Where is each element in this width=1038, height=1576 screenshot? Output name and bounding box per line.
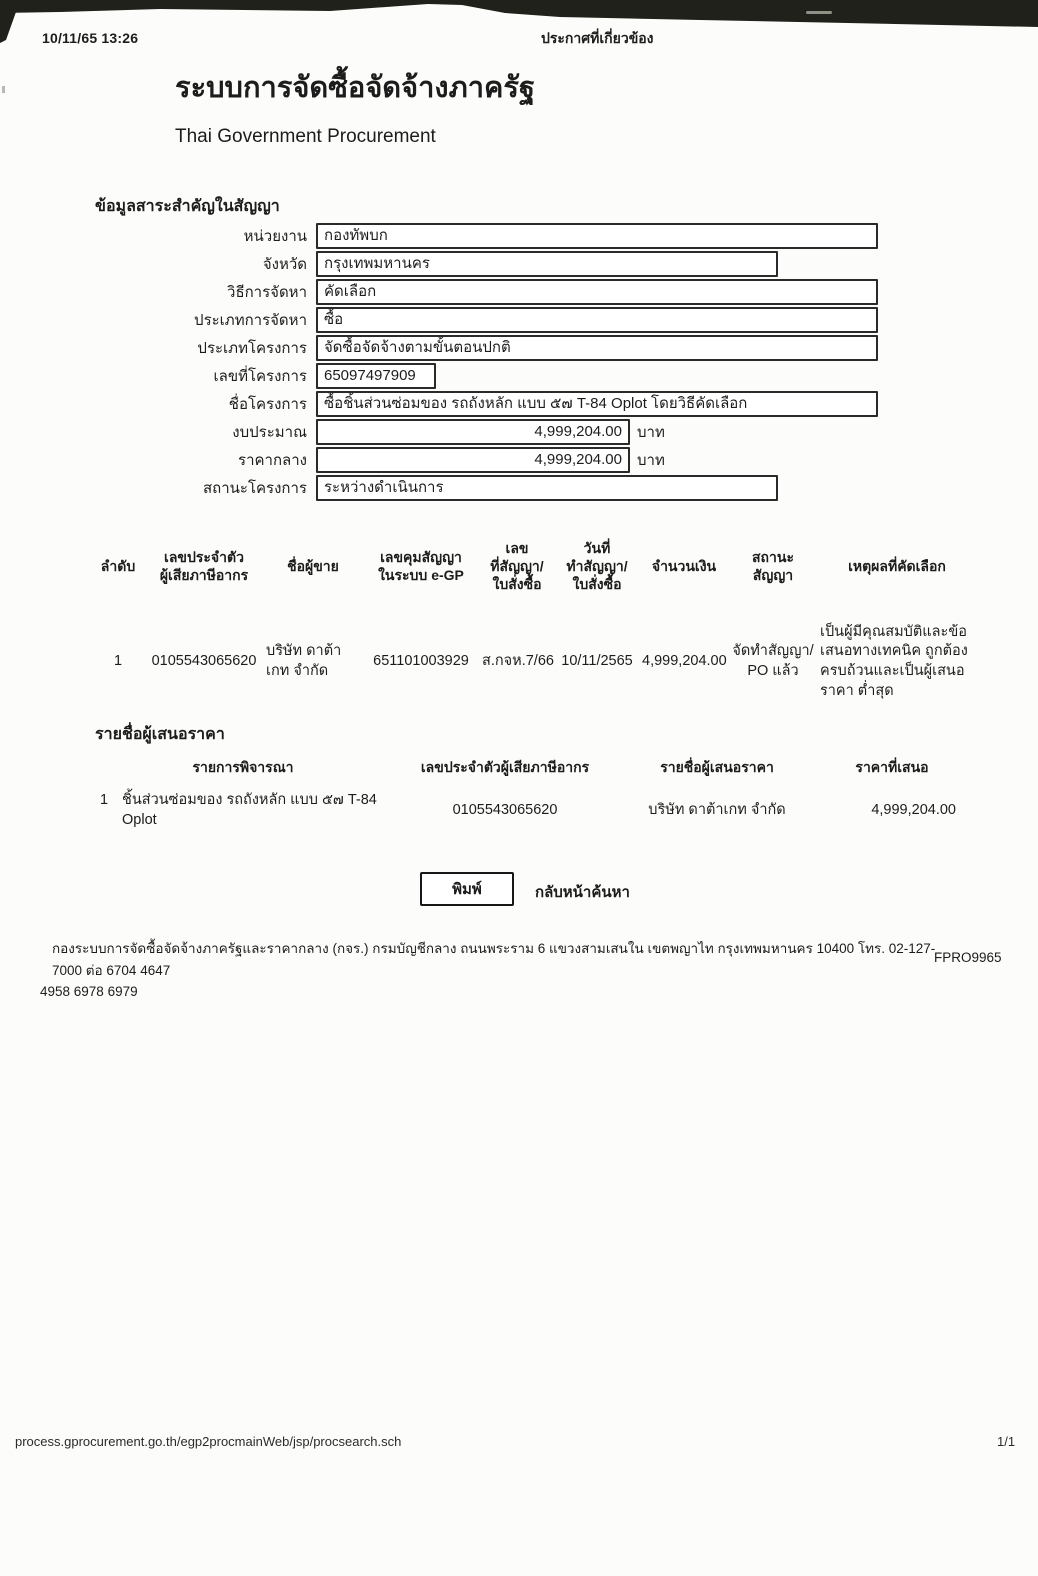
contract-form	[85, 224, 985, 504]
system-title-english: Thai Government Procurement	[175, 126, 436, 147]
print-datetime: 10/11/65 13:26	[42, 30, 139, 46]
contracts-col-header-4: เลข ที่สัญญา/ ใบสั่งซื้อ	[490, 539, 544, 593]
bidder-item-no: 1	[100, 792, 109, 809]
form-row-project-status	[85, 476, 985, 500]
contracts-col-header-3: เลขคุมสัญญา ในระบบ e-GP	[378, 548, 464, 583]
contract-cell-status: จัดทำสัญญา/ PO แล้ว	[732, 643, 814, 679]
field-label-budget: งบประมาณ	[232, 424, 307, 441]
bidders-col-header-1: เลขประจำตัวผู้เสียภาษีอากร	[420, 758, 590, 775]
bidders-table	[92, 752, 966, 840]
contracts-col-header-6: จำนวนเงิน	[651, 557, 717, 574]
form-row-budget	[85, 420, 985, 444]
field-province[interactable]: กรุงเทพมหานคร	[316, 251, 778, 277]
field-agency[interactable]: กองทัพบก	[316, 223, 878, 249]
contracts-col-header-8: เหตุผลที่คัดเลือก	[848, 557, 946, 574]
field-budget[interactable]: 4,999,204.00	[316, 419, 630, 445]
agency-footer	[40, 938, 938, 1003]
field-project-type[interactable]: จัดซื้อจัดจ้างตามขั้นตอนปกติ	[316, 335, 878, 361]
field-label-agency: หน่วยงาน	[243, 228, 307, 245]
bidders-section-title: รายชื่อผู้เสนอราคา	[95, 726, 225, 743]
contracts-header-row	[92, 524, 976, 608]
field-project-name[interactable]: ซื้อชิ้นส่วนซ่อมของ รถถังหลัก แบบ ๕๗ T-84 Oplot โดยวิธีคัดเลือก	[316, 391, 878, 417]
system-title-thai: ระบบการจัดซื้อจัดจ้างภาครัฐ	[175, 72, 535, 104]
bidder-cell-tax-id: 0105543065620	[452, 802, 558, 819]
contract-cell-contract_date: 10/11/2565	[561, 653, 633, 670]
contracts-table	[92, 524, 976, 716]
bidders-col-header-0: รายการพิจารณา	[192, 758, 294, 775]
form-row-median-price	[85, 448, 985, 472]
page-header-related-announcements: ประกาศที่เกี่ยวข้อง	[541, 30, 654, 46]
field-label-median-price: ราคากลาง	[238, 452, 307, 469]
field-label-procure-type: ประเภทการจัดหา	[194, 312, 307, 329]
field-label-province: จังหวัด	[262, 256, 307, 273]
contract-cell-contract_no: ส.กจห.7/66	[482, 653, 554, 670]
scan-smudge	[806, 11, 832, 14]
contract-cell-egp_contract_no: 651101003929	[373, 653, 469, 670]
contract-info-section-title: ข้อมูลสาระสำคัญในสัญญา	[95, 198, 280, 215]
form-code: FPRO9965	[934, 950, 1002, 965]
bidder-item-text: ชิ้นส่วนซ่อมของ รถถังหลัก แบบ ๕๗ T-84 Oplot	[122, 792, 377, 828]
bidder-row	[92, 782, 966, 840]
print-source-url: process.gprocurement.go.th/egp2procmainWeb/jsp/procsearch.sch	[15, 1434, 402, 1449]
form-row-project-type	[85, 336, 985, 360]
bidder-cell-price: 4,999,204.00	[871, 802, 956, 819]
form-row-project-name	[85, 392, 985, 416]
contract-cell-tax_id: 0105543065620	[151, 653, 257, 670]
form-row-project-no	[85, 364, 985, 388]
field-median-price[interactable]: 4,999,204.00	[316, 447, 630, 473]
contract-cell-no: 1	[113, 653, 123, 670]
field-project-status[interactable]: ระหว่างดำเนินการ	[316, 475, 778, 501]
field-label-project-status: สถานะโครงการ	[202, 480, 307, 497]
bidders-body	[92, 782, 966, 840]
bidder-cell-item	[92, 782, 394, 840]
contracts-col-header-0: ลำดับ	[100, 557, 136, 574]
agency-footer-line1: กองระบบการจัดซื้อจัดจ้างภาครัฐและราคากลาง (กจร.) กรมบัญชีกลาง ถนนพระราม 6 แขวงสามเสนใน เขตพญาไท กรุงเทพมหานคร 10400 โทร. 02-127-7000 ต่อ 6704 4647	[52, 941, 936, 978]
print-page-number: 1/1	[997, 1434, 1016, 1449]
contract-cell-reason: เป็นผู้มีคุณสมบัติและข้อเสนอทางเทคนิค ถูกต้องครบถ้วนและเป็นผู้เสนอราคา ต่ำสุด	[820, 623, 968, 699]
field-suffix-budget: บาท	[637, 424, 665, 441]
form-row-agency	[85, 224, 985, 248]
scan-edge-artifact	[0, 0, 1038, 48]
bidders-header-row	[92, 752, 966, 782]
form-row-procure-method	[85, 280, 985, 304]
field-label-project-name: ชื่อโครงการ	[228, 396, 307, 413]
field-project-no[interactable]: 65097497909	[316, 363, 436, 389]
print-button[interactable]: พิมพ์	[420, 872, 514, 906]
bidders-col-header-3: ราคาที่เสนอ	[855, 758, 929, 775]
contracts-body	[92, 608, 976, 716]
contract-cell-amount: 4,999,204.00	[642, 653, 727, 670]
field-label-procure-method: วิธีการจัดหา	[227, 284, 307, 301]
contract-cell-vendor: บริษัท ดาต้าเกท จำกัด	[266, 643, 342, 679]
field-suffix-median-price: บาท	[637, 452, 665, 469]
field-procure-method[interactable]: คัดเลือก	[316, 279, 878, 305]
agency-footer-line2: 4958 6978 6979	[40, 984, 138, 1000]
bidder-item-wrap	[94, 791, 392, 830]
contracts-col-header-5: วันที่ ทำสัญญา/ ใบสั่งซื้อ	[566, 539, 628, 593]
contracts-col-header-7: สถานะ สัญญา	[752, 548, 794, 583]
contracts-col-header-1: เลขประจำตัว ผู้เสียภาษีอากร	[159, 548, 249, 583]
scan-smudge	[2, 86, 5, 93]
contract-row	[92, 608, 976, 716]
bidder-cell-name: บริษัท ดาต้าเกท จำกัด	[648, 802, 786, 819]
field-procure-type[interactable]: ซื้อ	[316, 307, 878, 333]
contracts-col-header-2: ชื่อผู้ขาย	[287, 557, 339, 574]
form-row-province	[85, 252, 985, 276]
back-to-search-link[interactable]: กลับหน้าค้นหา	[535, 884, 630, 901]
field-label-project-no: เลขที่โครงการ	[213, 368, 307, 385]
field-label-project-type: ประเภทโครงการ	[197, 340, 307, 357]
bidders-col-header-2: รายชื่อผู้เสนอราคา	[660, 758, 774, 775]
form-row-procure-type	[85, 308, 985, 332]
